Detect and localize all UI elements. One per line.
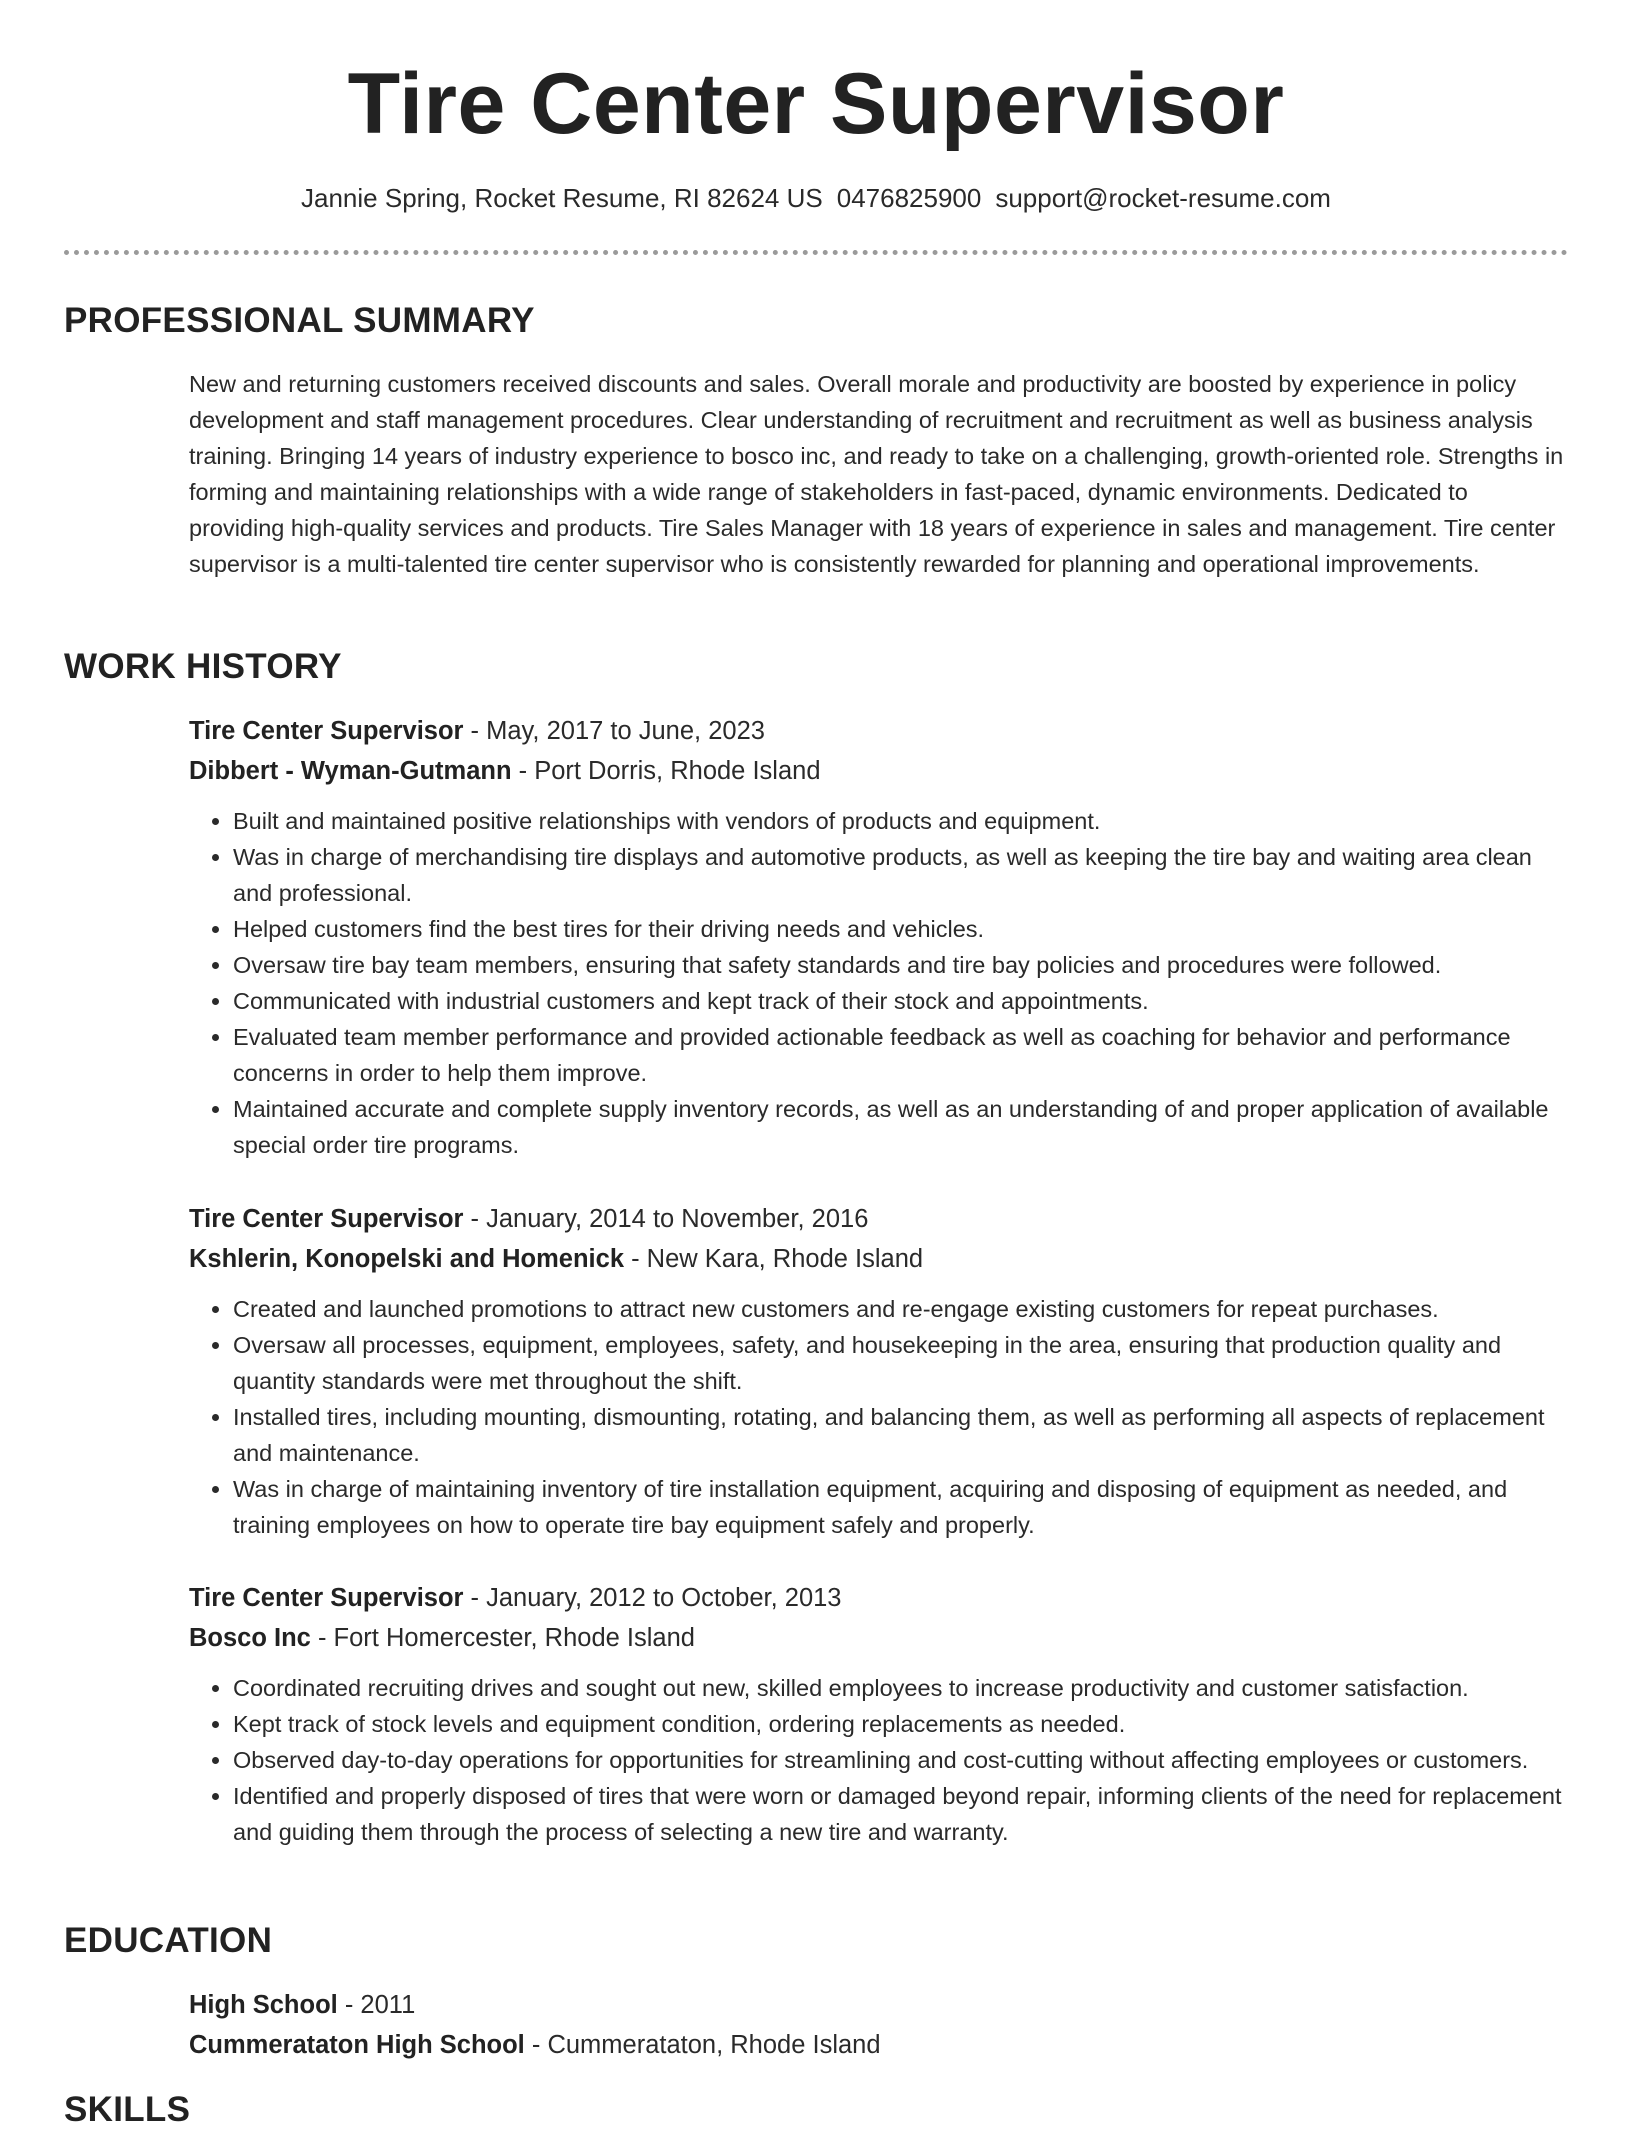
skills-heading: SKILLS: [64, 2090, 191, 2129]
bullet-item: • Helped customers find the best tires for their driving needs and vehicles.: [233, 911, 1564, 947]
work-history-heading: WORK HISTORY: [64, 647, 342, 686]
job-company: Kshlerin, Konopelski and Homenick: [189, 1245, 625, 1273]
job-location: - Port Dorris, Rhode Island: [511, 757, 821, 785]
bullet-item: • Maintained accurate and complete supply inventory records, as well as an understanding of and proper application of available special order tire programs.: [233, 1091, 1564, 1163]
bullet-item: • Communicated with industrial customers and kept track of their stock and appointments.: [233, 983, 1564, 1019]
job-company-line: [189, 1239, 1564, 1279]
bullet-item: • Was in charge of maintaining inventory of tire installation equipment, acquiring and disposing of equipment as needed, and training employees on how to operate tire bay equipment safely and properly.: [233, 1471, 1564, 1543]
summary-heading: PROFESSIONAL SUMMARY: [64, 301, 535, 340]
bullet-item: • Created and launched promotions to attract new customers and re-engage existing customers for repeat purchases.: [233, 1291, 1564, 1327]
bullet-item: • Oversaw tire bay team members, ensuring that safety standards and tire bay policies and procedures were followed.: [233, 947, 1564, 983]
job-entry: [189, 711, 1564, 1163]
job-dates: - May, 2017 to June, 2023: [463, 717, 765, 745]
education-degree: High School: [189, 1991, 338, 2019]
job-company: Bosco Inc: [189, 1624, 311, 1652]
job-title-line: [189, 1578, 1564, 1618]
job-bullets: [189, 1670, 1564, 1850]
job-dates: - January, 2012 to October, 2013: [463, 1584, 842, 1612]
job-location: - Fort Homercester, Rhode Island: [310, 1624, 695, 1652]
job-company: Dibbert - Wyman-Gutmann: [189, 757, 512, 785]
bullet-item: • Oversaw all processes, equipment, employees, safety, and housekeeping in the area, ensuring that production quality and quantity standards were met throughout the shift.: [233, 1327, 1564, 1399]
contact-phone: 0476825900: [836, 183, 982, 213]
bullet-item: • Evaluated team member performance and provided actionable feedback as well as coaching for behavior and performance concerns in order to help them improve.: [233, 1019, 1564, 1091]
summary-text: New and returning customers received discounts and sales. Overall morale and productivity are boosted by experience in policy development and staff management procedures. Clear understanding of recruitment and recruitment as well as business analysis training. Bringing 14 years of industry experience to bosco inc, and ready to take on a challenging, growth-oriented role. Strengths in forming and maintaining relationships with a wide range of stakeholders in fast-paced, dynamic environments. Dedicated to providing high-quality services and products. Tire Sales Manager with 18 years of experience in sales and management. Tire center supervisor is a multi-talented tire center supervisor who is consistently rewarded for planning and operational improvements.: [189, 371, 1564, 577]
job-title-line: [189, 711, 1564, 751]
bullet-item: • Kept track of stock levels and equipment condition, ordering replacements as needed.: [233, 1706, 1564, 1742]
contact-address: Jannie Spring, Rocket Resume, RI 82624 US: [301, 183, 823, 213]
job-bullets: [189, 803, 1564, 1163]
job-bullets: [189, 1291, 1564, 1543]
education-location: - Cummerataton, Rhode Island: [524, 2031, 881, 2059]
education-school-line: [189, 2025, 1564, 2065]
education-entry: [189, 1985, 1564, 2065]
job-role: Tire Center Supervisor: [189, 1584, 464, 1612]
bullet-item: • Observed day-to-day operations for opportunities for streamlining and cost-cutting without affecting employees or customers.: [233, 1742, 1564, 1778]
job-company-line: [189, 1618, 1564, 1658]
job-role: Tire Center Supervisor: [189, 1205, 464, 1233]
job-role: Tire Center Supervisor: [189, 717, 464, 745]
contact-line: [0, 180, 1632, 216]
education-school: Cummerataton High School: [189, 2031, 525, 2059]
job-location: - New Kara, Rhode Island: [624, 1245, 924, 1273]
job-entry: [189, 1199, 1564, 1543]
job-title-line: [189, 1199, 1564, 1239]
bullet-item: • Was in charge of merchandising tire displays and automotive products, as well as keeping the tire bay and waiting area clean and professional.: [233, 839, 1564, 911]
summary-section: [189, 366, 1564, 582]
education-heading: EDUCATION: [64, 1921, 273, 1960]
contact-email: support@rocket-resume.com: [995, 183, 1331, 213]
bullet-item: • Identified and properly disposed of tires that were worn or damaged beyond repair, informing clients of the need for replacement and guiding them through the process of selecting a new tire and warranty.: [233, 1778, 1564, 1850]
job-entry: [189, 1578, 1564, 1850]
bullet-item: • Installed tires, including mounting, dismounting, rotating, and balancing them, as well as performing all aspects of replacement and maintenance.: [233, 1399, 1564, 1471]
education-degree-line: [189, 1985, 1564, 2025]
job-company-line: [189, 751, 1564, 791]
bullet-item: • Built and maintained positive relationships with vendors of products and equipment.: [233, 803, 1564, 839]
bullet-item: • Coordinated recruiting drives and sought out new, skilled employees to increase productivity and customer satisfaction.: [233, 1670, 1564, 1706]
education-year: - 2011: [337, 1991, 416, 2019]
header-divider: [64, 250, 1568, 255]
resume-title: Tire Center Supervisor: [347, 56, 1285, 152]
job-dates: - January, 2014 to November, 2016: [463, 1205, 869, 1233]
